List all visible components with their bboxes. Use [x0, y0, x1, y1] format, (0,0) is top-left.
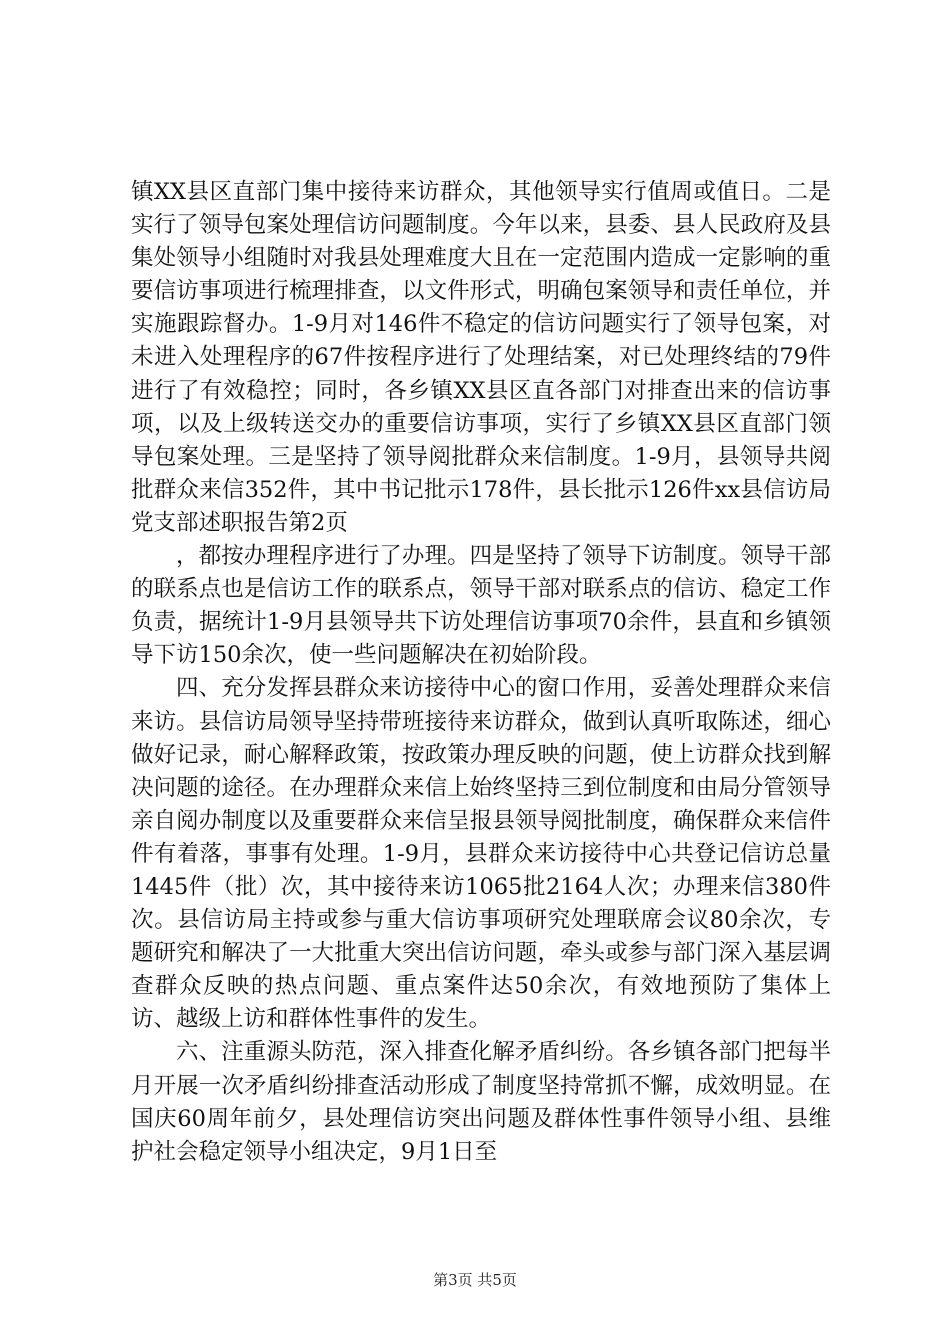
- paragraph-3: 四、充分发挥县群众来访接待中心的窗口作用，妥善处理群众来信来访。县信访局领导坚持带班接待来访群众，做到认真听取陈述，细心做好记录，耐心解释政策，按政策办理反映的问题，使上访群众找到解决问题的途径。在办理群众来信上始终坚持三到位制度和由局分管领导亲自阅办制度以及重要群众来信呈报县领导阅批制度，确保群众来信件件有着落，事事有处理。1-9月，县群众来访接待中心共登记信访总量1445件（批）次，其中接待来访1065批2164人次；办理来信380件次。县信访局主持或参与重大信访事项研究处理联席会议80余次，专题研究和解决了一大批重大突出信访问题，牵头或参与部门深入基层调查群众反映的热点问题、重点案件达50余次，有效地预防了集体上访、越级上访和群体性事件的发生。: [131, 675, 831, 1033]
- paragraph-1: 镇XX县区直部门集中接待来访群众，其他领导实行值周或值日。二是实行了领导包案处理信访问题制度。今年以来，县委、县人民政府及县集处领导小组随时对我县处理难度大且在一定范围内造成一定影响的重要信访事项进行梳理排查，以文件形式，明确包案领导和责任单位，并实施跟踪督办。1-9月对146件不稳定的信访问题实行了领导包案，对未进入处理程序的67件按程序进行了处理结案，对已处理终结的79件进行了有效稳控；同时，各乡镇XX县区直各部门对排查出来的信访事项，以及上级转送交办的重要信访事项，实行了乡镇XX县区直部门领导包案处理。三是坚持了领导阅批群众来信制度。1-9月，县领导共阅批群众来信352件，其中书记批示178件，县长批示126件xx县信访局党支部述职报告第2页: [131, 179, 831, 536]
- page-number-footer: 第3页 共5页: [433, 1271, 517, 1289]
- document-body: [131, 176, 831, 1169]
- paragraph-2: ，都按办理程序进行了办理。四是坚持了领导下访制度。领导干部的联系点也是信访工作的联系点，领导干部对联系点的信访、稳定工作负责，据统计1-9月县领导共下访处理信访事项70余件，县直和乡镇领导下访150余次，使一些问题解决在初始阶段。: [131, 543, 831, 669]
- paragraph-4: 六、注重源头防范，深入排查化解矛盾纠纷。各乡镇各部门把每半月开展一次矛盾纠纷排查活动形成了制度坚持常抓不懈，成效明显。在国庆60周年前夕，县处理信访突出问题及群体性事件领导小组、县维护社会稳定领导小组决定，9月1日至: [131, 1039, 831, 1165]
